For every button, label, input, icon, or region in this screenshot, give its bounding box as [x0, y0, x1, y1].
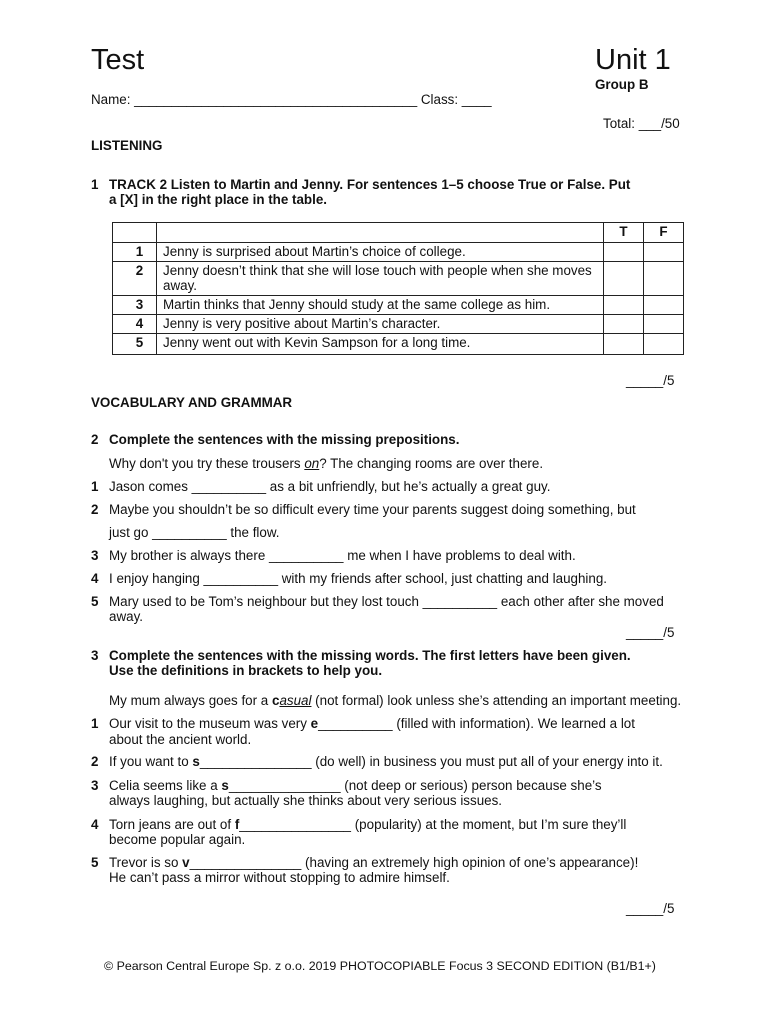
q2-score: _____/5 — [626, 625, 675, 640]
item-number: 1 — [91, 716, 99, 731]
unit-label: Unit 1 — [595, 44, 671, 76]
page-title: Test — [91, 44, 145, 76]
group-label: Group B — [595, 77, 649, 92]
false-box[interactable] — [644, 296, 684, 315]
q2-item: My brother is always there __________ me when I have problems to deal with. — [109, 548, 576, 563]
q2-example: Why don't you try these trousers on? The changing rooms are over there. — [109, 456, 544, 471]
question-number: 3 — [91, 648, 99, 663]
false-box[interactable] — [644, 243, 684, 262]
example-answer: asual — [279, 693, 312, 708]
q3-item: If you want to s_______________ (do well) in business you must put all of your energy into it. — [109, 754, 663, 769]
item-number: 3 — [91, 548, 99, 563]
q3-item-cont: about the ancient world. — [109, 732, 252, 747]
total-score: Total: ___/50 — [603, 116, 680, 131]
q2-item: I enjoy hanging __________ with my friends after school, just chatting and laughing. — [109, 571, 608, 586]
example-answer: on — [304, 456, 320, 471]
true-box[interactable] — [604, 334, 644, 355]
false-box[interactable] — [644, 315, 684, 334]
q2-item-cont: just go __________ the flow. — [109, 525, 280, 540]
q3-instruction-cont: Use the definitions in brackets to help you. — [109, 663, 383, 678]
q3-item-cont: He can’t pass a mirror without stopping to admire himself. — [109, 870, 450, 885]
item-number: 4 — [91, 817, 99, 832]
q2-instruction: Complete the sentences with the missing prepositions. — [109, 432, 460, 447]
q1-score: _____/5 — [626, 373, 675, 388]
q1-instruction-cont: a [X] in the right place in the table. — [109, 192, 327, 207]
item-number: 2 — [91, 502, 99, 517]
q3-score: _____/5 — [626, 901, 675, 916]
listening-heading: LISTENING — [91, 138, 163, 153]
q2-item: Jason comes __________ as a bit unfriendly, but he’s actually a great guy. — [109, 479, 551, 494]
table-row: 4 Jenny is very positive about Martin’s character. — [113, 315, 684, 334]
q3-instruction: Complete the sentences with the missing words. The first letters have been given. — [109, 648, 631, 663]
q3-example: My mum always goes for a casual (not formal) look unless she’s attending an important meeting. — [109, 693, 682, 708]
false-box[interactable] — [644, 262, 684, 296]
vocab-heading: VOCABULARY AND GRAMMAR — [91, 395, 293, 410]
item-number: 4 — [91, 571, 99, 586]
col-false: F — [644, 223, 684, 243]
q3-item-cont: become popular again. — [109, 832, 246, 847]
table-row: 5 Jenny went out with Kevin Sampson for a long time. — [113, 334, 684, 355]
name-class-line: Name: ______________________________________ Class: ____ — [91, 92, 492, 107]
false-box[interactable] — [644, 334, 684, 355]
true-box[interactable] — [604, 296, 644, 315]
q3-item: Celia seems like a s_______________ (not deep or serious) person because she’s — [109, 778, 602, 793]
col-true: T — [604, 223, 644, 243]
table-row: 1 Jenny is surprised about Martin’s choice of college. — [113, 243, 684, 262]
question-number: 1 — [91, 177, 99, 192]
q1-instruction: TRACK 2 Listen to Martin and Jenny. For sentences 1–5 choose True or False. Put — [109, 177, 631, 192]
q3-item: Trevor is so v_______________ (having an extremely high opinion of one’s appearance)! — [109, 855, 639, 870]
footer-copyright: © Pearson Central Europe Sp. z o.o. 2019 PHOTOCOPIABLE Focus 3 SECOND EDITION (B1/B1+) — [104, 959, 656, 973]
q2-item: Mary used to be Tom’s neighbour but they lost touch __________ each other after she moved — [109, 594, 664, 609]
table-row: 2 Jenny doesn’t think that she will lose touch with people when she moves away. — [113, 262, 684, 296]
true-box[interactable] — [604, 262, 644, 296]
table-row: 3 Martin thinks that Jenny should study at the same college as him. — [113, 296, 684, 315]
true-false-table — [112, 222, 684, 355]
item-number: 2 — [91, 754, 99, 769]
item-number: 5 — [91, 855, 99, 870]
item-number: 3 — [91, 778, 99, 793]
q3-item-cont: always laughing, but actually she thinks about very serious issues. — [109, 793, 503, 808]
table-header-row — [113, 223, 684, 243]
true-box[interactable] — [604, 243, 644, 262]
q3-item: Our visit to the museum was very e__________ (filled with information). We learned a lot — [109, 716, 635, 731]
true-box[interactable] — [604, 315, 644, 334]
q3-item: Torn jeans are out of f_______________ (popularity) at the moment, but I’m sure they’ll — [109, 817, 627, 832]
item-number: 1 — [91, 479, 99, 494]
item-number: 5 — [91, 594, 99, 609]
question-number: 2 — [91, 432, 99, 447]
q2-item: Maybe you shouldn’t be so difficult every time your parents suggest doing something, but — [109, 502, 636, 517]
q2-item-cont: away. — [109, 609, 143, 624]
